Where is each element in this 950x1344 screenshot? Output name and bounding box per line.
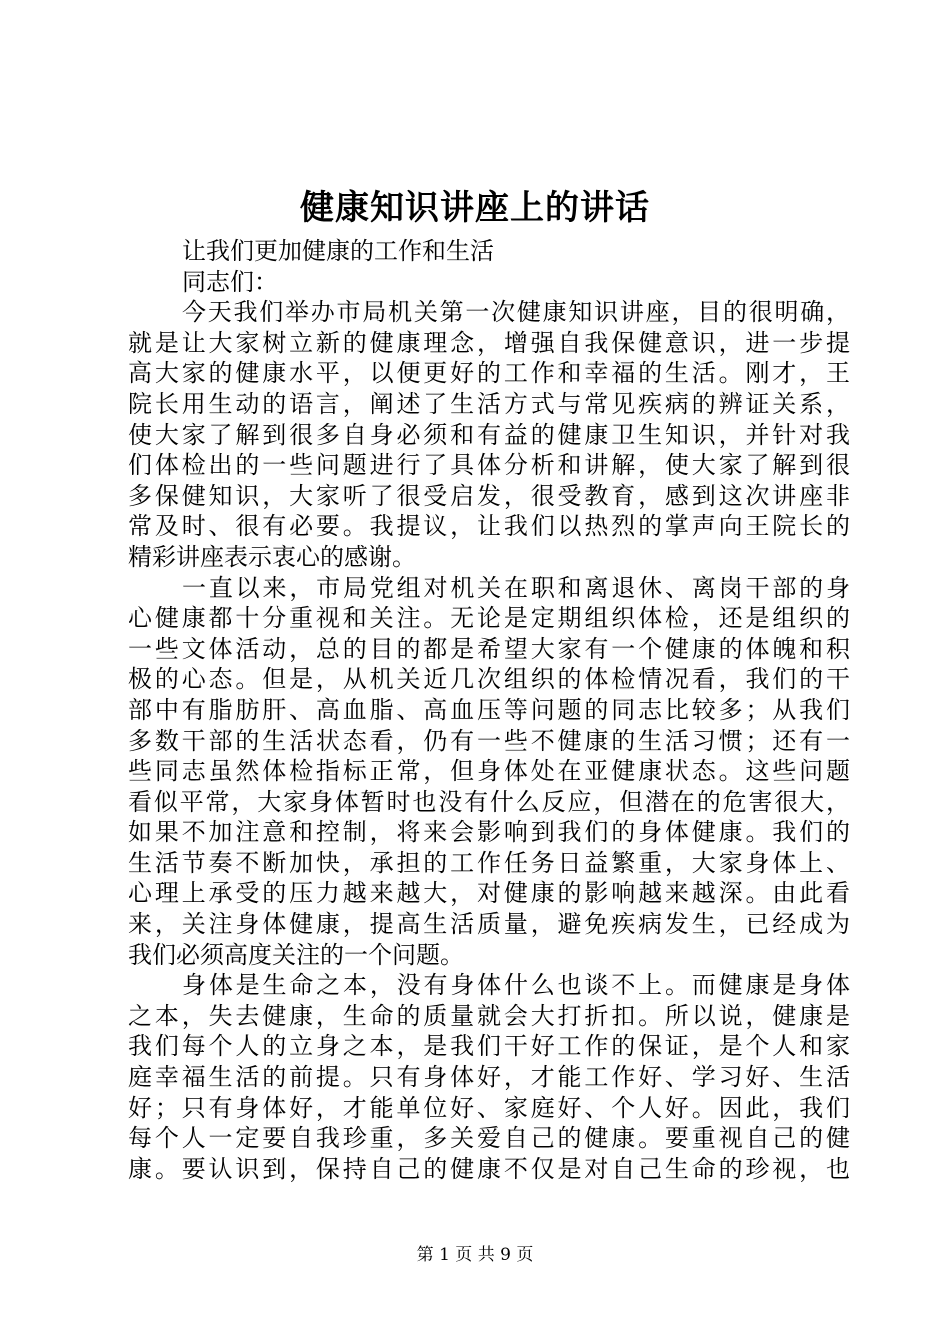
paragraph-line: 高大家的健康水平，以便更好的工作和幸福的生活。刚才，王	[128, 359, 850, 388]
paragraph-line: 如果不加注意和控制，将来会影响到我们的身体健康。我们的	[128, 818, 850, 847]
paragraph-line: 使大家了解到很多自身必须和有益的健康卫生知识，并针对我	[128, 420, 850, 449]
paragraph-line: 康。要认识到，保持自己的健康不仅是对自己生命的珍视，也	[128, 1154, 850, 1183]
paragraph-line: 就是让大家树立新的健康理念，增强自我保健意识，进一步提	[128, 328, 850, 357]
paragraph-line: 之本，失去健康，生命的质量就会大打折扣。所以说，健康是	[128, 1001, 850, 1030]
paragraph-line: 好；只有身体好，才能单位好、家庭好、个人好。因此，我们	[128, 1093, 850, 1122]
paragraph-line: 来，关注身体健康，提高生活质量，避免疾病发生，已经成为	[128, 910, 850, 939]
paragraph-line: 多保健知识，大家听了很受启发，很受教育，感到这次讲座非	[128, 481, 850, 510]
paragraph-line: 些同志虽然体检指标正常，但身体处在亚健康状态。这些问题	[128, 757, 850, 786]
paragraph-line: 常及时、很有必要。我提议，让我们以热烈的掌声向王院长的	[128, 512, 850, 541]
paragraph-2	[128, 573, 850, 971]
paragraph-line: 们体检出的一些问题进行了具体分析和讲解，使大家了解到很	[128, 451, 850, 480]
salutation-line: 同志们：	[182, 267, 278, 296]
paragraph-3	[128, 970, 850, 1184]
paragraph-line: 今天我们举办市局机关第一次健康知识讲座，目的很明确，	[182, 298, 850, 327]
paragraph-line: 院长用生动的语言，阐述了生活方式与常见疾病的辨证关系，	[128, 389, 850, 418]
paragraph-line: 多数干部的生活状态看，仍有一些不健康的生活习惯；还有一	[128, 726, 850, 755]
paragraph-line: 看似平常，大家身体暂时也没有什么反应，但潜在的危害很大，	[128, 787, 850, 816]
subtitle-line: 让我们更加健康的工作和生活	[182, 237, 494, 265]
page-number-footer: 第 1 页 共 9 页	[416, 1245, 534, 1265]
paragraph-line: 精彩讲座表示衷心的感谢。	[128, 542, 416, 571]
paragraph-line: 我们每个人的立身之本，是我们干好工作的保证，是个人和家	[128, 1032, 850, 1061]
paragraph-line: 庭幸福生活的前提。只有身体好，才能工作好、学习好、生活	[128, 1063, 850, 1092]
paragraph-line: 心理上承受的压力越来越大，对健康的影响越来越深。由此看	[128, 879, 850, 908]
paragraph-line: 心健康都十分重视和关注。无论是定期组织体检，还是组织的	[128, 604, 850, 633]
paragraph-line: 身体是生命之本，没有身体什么也谈不上。而健康是身体	[182, 971, 850, 1000]
paragraph-line: 生活节奏不断加快，承担的工作任务日益繁重，大家身体上、	[128, 848, 850, 877]
paragraph-line: 极的心态。但是，从机关近几次组织的体检情况看，我们的干	[128, 665, 850, 694]
document-title: 健康知识讲座上的讲话	[300, 188, 650, 228]
paragraph-line: 部中有脂肪肝、高血脂、高血压等问题的同志比较多；从我们	[128, 695, 850, 724]
paragraph-line: 一些文体活动，总的目的都是希望大家有一个健康的体魄和积	[128, 634, 850, 663]
paragraph-line: 我们必须高度关注的一个问题。	[128, 940, 464, 969]
paragraph-1	[128, 297, 850, 572]
paragraph-line: 一直以来，市局党组对机关在职和离退休、离岗干部的身	[182, 573, 850, 602]
paragraph-line: 每个人一定要自我珍重，多关爱自己的健康。要重视自己的健	[128, 1124, 850, 1153]
document-body	[128, 236, 850, 1184]
